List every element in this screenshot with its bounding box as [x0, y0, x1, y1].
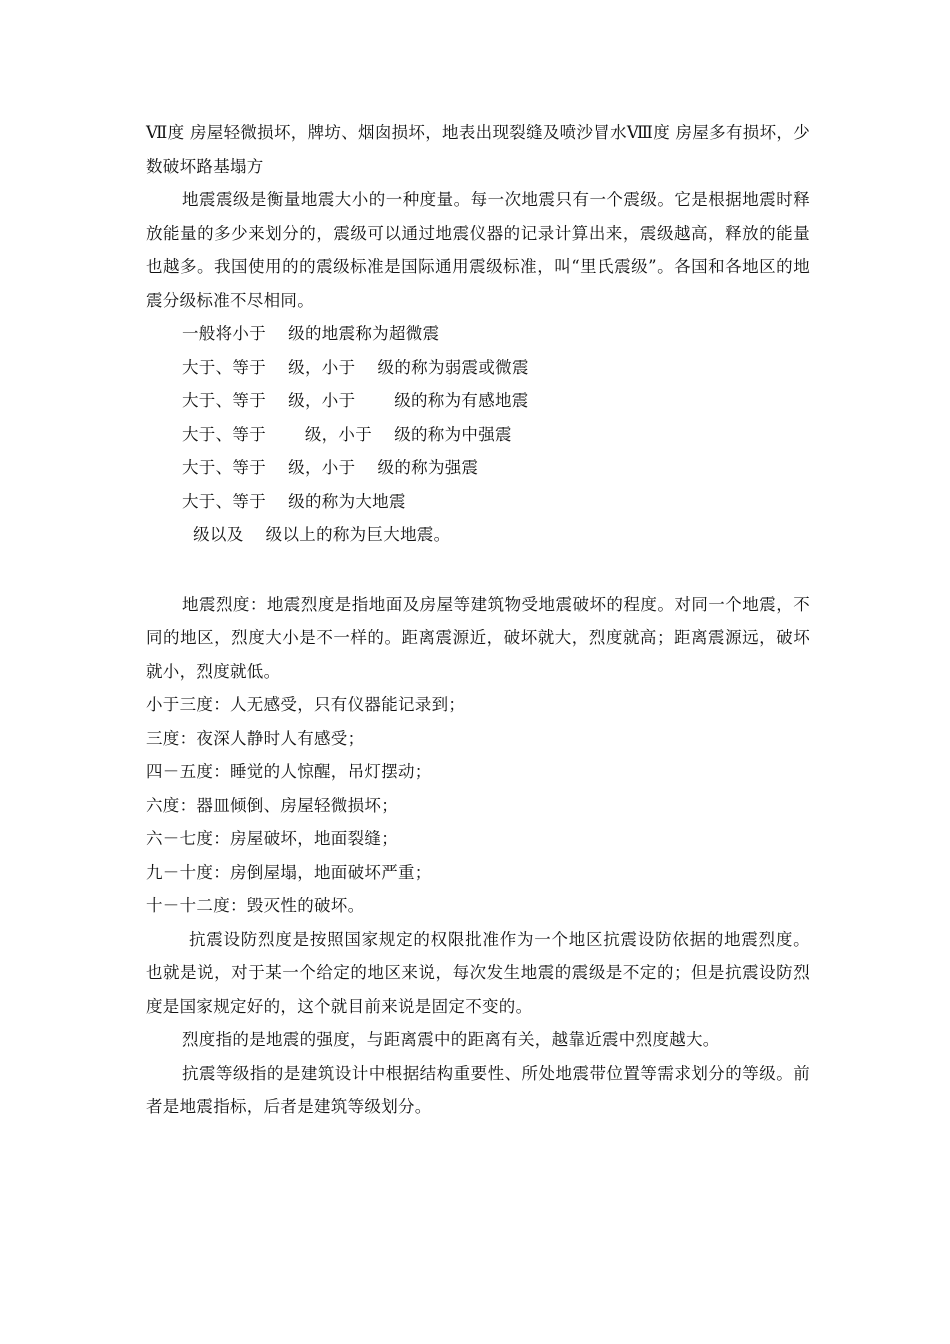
intensity-scale-line: 三度：夜深人静时人有感受； [146, 728, 365, 748]
intensity-intro-paragraph: 地震烈度：地震烈度是指地面及房屋等建筑物受地震破坏的程度。对同一个地震，不同的地区，烈度大小是不一样的。距离震源近，破坏就大，烈度就高；距离震源远，破坏就小，烈度就低。 [146, 594, 810, 681]
magnitude-class-line: 级以及 级以上的称为巨大地震。 [182, 525, 451, 544]
magnitude-class-line: 大于、等于 级的称为大地震 [182, 491, 406, 511]
magnitude-class-line: 大于、等于 级，小于 级的称为弱震或微震 [182, 357, 529, 377]
fortification-intensity-paragraph: 抗震设防烈度是按照国家规定的权限批准作为一个地区抗震设防依据的地震烈度。也就是说，对于某一个给定的地区来说，每次发生地震的震级是不定的；但是抗震设防烈度是国家规定好的，这个就目前来说是固定不变的。 [146, 929, 810, 1016]
intensity-scale-line: 六度：器皿倾倒、房屋轻微损坏； [146, 795, 398, 815]
document-body [146, 116, 810, 1124]
intensity-scale-line: 十－十二度：毁灭性的破坏。 [146, 896, 365, 915]
intensity-fragment-paragraph: Ⅶ度 房屋轻微损坏，牌坊、烟囱损坏，地表出现裂缝及喷沙冒水Ⅷ度 房屋多有损坏，少数破坏路基塌方 [146, 123, 810, 176]
intensity-scale-line: 六－七度：房屋破坏，地面裂缝； [146, 829, 398, 848]
intensity-scale-list [146, 688, 810, 923]
intensity-scale-line: 四－五度：睡觉的人惊醒，吊灯摆动； [146, 762, 432, 781]
magnitude-class-list [146, 317, 810, 552]
magnitude-class-line: 大于、等于 级，小于 级的称为中强震 [182, 424, 512, 444]
paragraph-gap [146, 552, 810, 588]
magnitude-class-line: 大于、等于 级，小于 级的称为有感地震 [182, 391, 529, 410]
magnitude-class-line: 一般将小于 级的地震称为超微震 [182, 324, 440, 343]
intensity-definition-paragraph: 烈度指的是地震的强度，与距离震中的距离有关，越靠近震中烈度越大。 [182, 1030, 720, 1049]
intensity-scale-line: 九－十度：房倒屋塌，地面破坏严重； [146, 862, 432, 882]
magnitude-intro-paragraph: 地震震级是衡量地震大小的一种度量。每一次地震只有一个震级。它是根据地震时释放能量的多少来划分的，震级可以通过地震仪器的记录计算出来，震级越高，释放的能量也越多。我国使用的的震级标准是国际通用震级标准，叫“里氏震级”。各国和各地区的地震分级标准不尽相同。 [146, 190, 810, 310]
magnitude-class-line: 大于、等于 级，小于 级的称为强震 [182, 458, 479, 477]
seismic-grade-paragraph: 抗震等级指的是建筑设计中根据结构重要性、所处地震带位置等需求划分的等级。前者是地震指标，后者是建筑等级划分。 [146, 1063, 810, 1116]
intensity-scale-line: 小于三度：人无感受，只有仪器能记录到； [146, 695, 466, 714]
